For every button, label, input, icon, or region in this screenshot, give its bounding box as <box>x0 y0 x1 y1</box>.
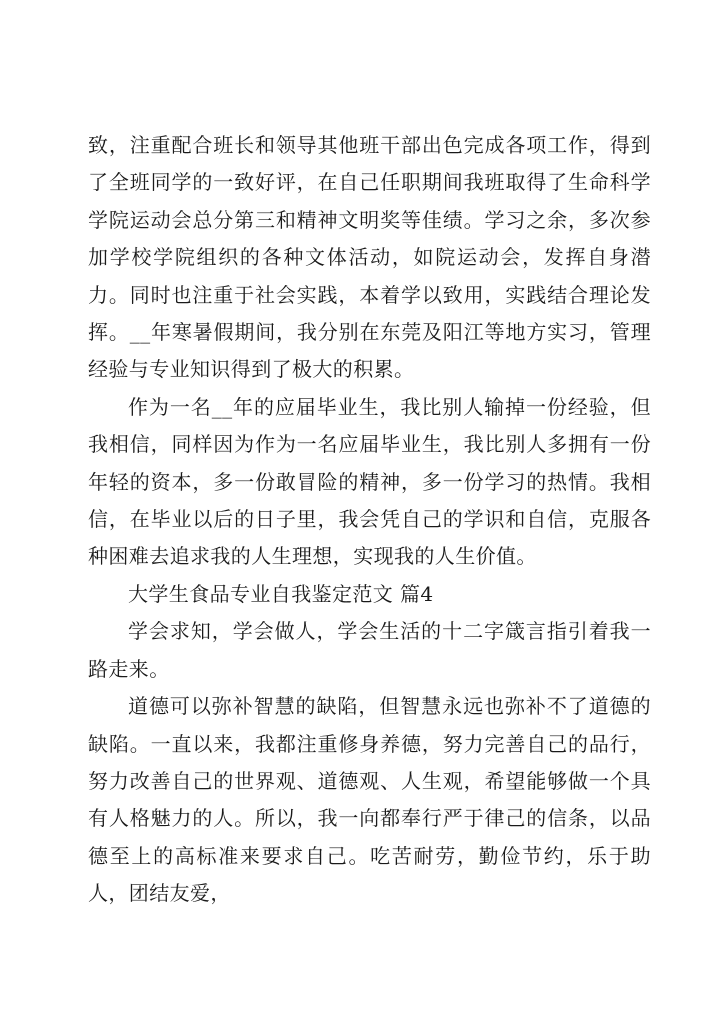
section-heading: 大学生食品专业自我鉴定范文 篇4 <box>128 581 434 606</box>
paragraph-graduate: 作为一名__年的应届毕业生，我比别人输掉一份经验，但我相信，同样因为作为一名应届毕业生，我比别人多拥有一份年轻的资本，多一份敢冒险的精神，多一份学习的热情。我相信，在毕业以后的日子里，我会凭自己的学识和自信，克服各种困难去追求我的人生理想，实现我的人生价值。 <box>88 394 651 569</box>
paragraph-morality: 道德可以弥补智慧的缺陷，但智慧永远也弥补不了道德的缺陷。一直以来，我都注重修身养德，努力完善自己的品行，努力改善自己的世界观、道德观、人生观，希望能够做一个具有人格魅力的人。所以，我一向都奉行严于律己的信条，以品德至上的高标准来要求自己。吃苦耐劳，勤俭节约，乐于助人，团结友爱， <box>88 694 651 906</box>
document-body <box>88 127 651 913</box>
paragraph-continued: 致，注重配合班长和领导其他班干部出色完成各项工作，得到了全班同学的一致好评，在自己任职期间我班取得了生命科学学院运动会总分第三和精神文明奖等佳绩。学习之余，多次参加学校学院组织的各种文体活动，如院运动会，发挥自身潜力。同时也注重于社会实践，本着学以致用，实践结合理论发挥。__年寒暑假期间，我分别在东莞及阳江等地方实习，管理经验与专业知识得到了极大的积累。 <box>88 133 651 382</box>
paragraph-motto: 学会求知，学会做人，学会生活的十二字箴言指引着我一路走来。 <box>88 619 651 681</box>
